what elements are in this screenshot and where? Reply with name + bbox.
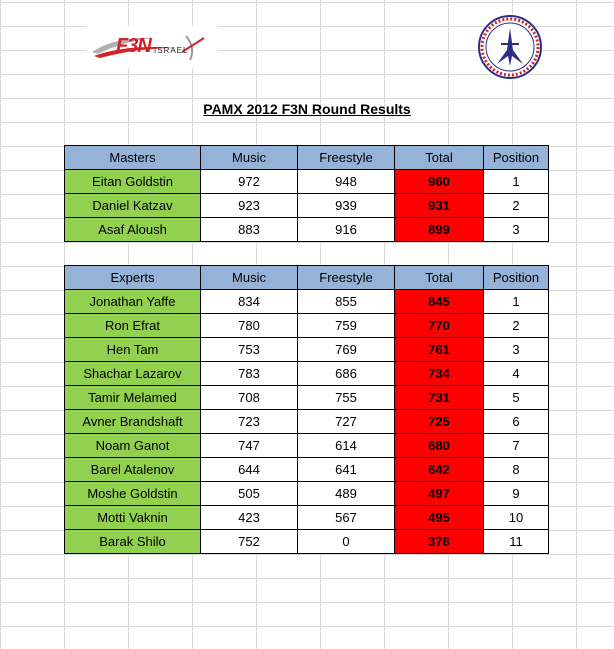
table-header-row [65, 266, 549, 290]
total-score: 680 [395, 434, 484, 458]
pilot-name: Noam Ganot [65, 434, 201, 458]
freestyle-score: 755 [298, 386, 395, 410]
freestyle-score: 759 [298, 314, 395, 338]
position: 1 [484, 290, 549, 314]
position: 10 [484, 506, 549, 530]
table-row [65, 338, 549, 362]
total-score: 770 [395, 314, 484, 338]
experts-table [64, 265, 549, 554]
position: 9 [484, 482, 549, 506]
pilot-name: Hen Tam [65, 338, 201, 362]
header-category: Experts [65, 266, 201, 290]
freestyle-score: 939 [298, 194, 395, 218]
total-score: 376 [395, 530, 484, 554]
music-score: 708 [201, 386, 298, 410]
table-row [65, 458, 549, 482]
music-score: 723 [201, 410, 298, 434]
header-position: Position [484, 146, 549, 170]
table-row [65, 482, 549, 506]
aero-club-emblem [477, 14, 543, 80]
position: 6 [484, 410, 549, 434]
logo-text: F3N [116, 35, 151, 57]
table-row [65, 314, 549, 338]
header-freestyle: Freestyle [298, 146, 395, 170]
swoosh-icon [86, 26, 218, 68]
pilot-name: Barel Atalenov [65, 458, 201, 482]
header-music: Music [201, 146, 298, 170]
freestyle-score: 614 [298, 434, 395, 458]
freestyle-score: 686 [298, 362, 395, 386]
pilot-name: Shachar Lazarov [65, 362, 201, 386]
music-score: 423 [201, 506, 298, 530]
position: 4 [484, 362, 549, 386]
music-score: 834 [201, 290, 298, 314]
total-score: 960 [395, 170, 484, 194]
music-score: 883 [201, 218, 298, 242]
freestyle-score: 916 [298, 218, 395, 242]
total-score: 497 [395, 482, 484, 506]
freestyle-score: 0 [298, 530, 395, 554]
position: 8 [484, 458, 549, 482]
total-score: 495 [395, 506, 484, 530]
position: 5 [484, 386, 549, 410]
table-header-row [65, 146, 549, 170]
pilot-name: Tamir Melamed [65, 386, 201, 410]
freestyle-score: 489 [298, 482, 395, 506]
header-total: Total [395, 146, 484, 170]
position: 3 [484, 338, 549, 362]
header-music: Music [201, 266, 298, 290]
header-category: Masters [65, 146, 201, 170]
position: 1 [484, 170, 549, 194]
position: 11 [484, 530, 549, 554]
pilot-name: Ron Efrat [65, 314, 201, 338]
header-freestyle: Freestyle [298, 266, 395, 290]
table-row [65, 410, 549, 434]
masters-table [64, 145, 549, 242]
freestyle-score: 948 [298, 170, 395, 194]
pilot-name: Asaf Aloush [65, 218, 201, 242]
music-score: 783 [201, 362, 298, 386]
table-row [65, 170, 549, 194]
table-row [65, 362, 549, 386]
logo-subtext: ISRAEL [154, 46, 189, 55]
pilot-name: Eitan Goldstin [65, 170, 201, 194]
freestyle-score: 567 [298, 506, 395, 530]
total-score: 899 [395, 218, 484, 242]
freestyle-score: 855 [298, 290, 395, 314]
music-score: 644 [201, 458, 298, 482]
total-score: 725 [395, 410, 484, 434]
table-row [65, 194, 549, 218]
table-row [65, 506, 549, 530]
header-total: Total [395, 266, 484, 290]
pilot-name: Motti Vaknin [65, 506, 201, 530]
table-row [65, 434, 549, 458]
total-score: 642 [395, 458, 484, 482]
music-score: 780 [201, 314, 298, 338]
freestyle-score: 641 [298, 458, 395, 482]
music-score: 753 [201, 338, 298, 362]
freestyle-score: 727 [298, 410, 395, 434]
pilot-name: Moshe Goldstin [65, 482, 201, 506]
pilot-name: Daniel Katzav [65, 194, 201, 218]
freestyle-score: 769 [298, 338, 395, 362]
position: 2 [484, 194, 549, 218]
page-title: PAMX 2012 F3N Round Results [203, 101, 411, 117]
total-score: 731 [395, 386, 484, 410]
pilot-name: Jonathan Yaffe [65, 290, 201, 314]
total-score: 734 [395, 362, 484, 386]
emblem-icon [477, 14, 543, 80]
pilot-name: Avner Brandshaft [65, 410, 201, 434]
position: 2 [484, 314, 549, 338]
total-score: 931 [395, 194, 484, 218]
total-score: 761 [395, 338, 484, 362]
music-score: 505 [201, 482, 298, 506]
table-row [65, 290, 549, 314]
table-row [65, 218, 549, 242]
f3n-israel-logo [86, 26, 218, 68]
header-position: Position [484, 266, 549, 290]
music-score: 972 [201, 170, 298, 194]
music-score: 747 [201, 434, 298, 458]
music-score: 923 [201, 194, 298, 218]
total-score: 845 [395, 290, 484, 314]
position: 7 [484, 434, 549, 458]
pilot-name: Barak Shilo [65, 530, 201, 554]
music-score: 752 [201, 530, 298, 554]
table-row [65, 530, 549, 554]
position: 3 [484, 218, 549, 242]
table-row [65, 386, 549, 410]
